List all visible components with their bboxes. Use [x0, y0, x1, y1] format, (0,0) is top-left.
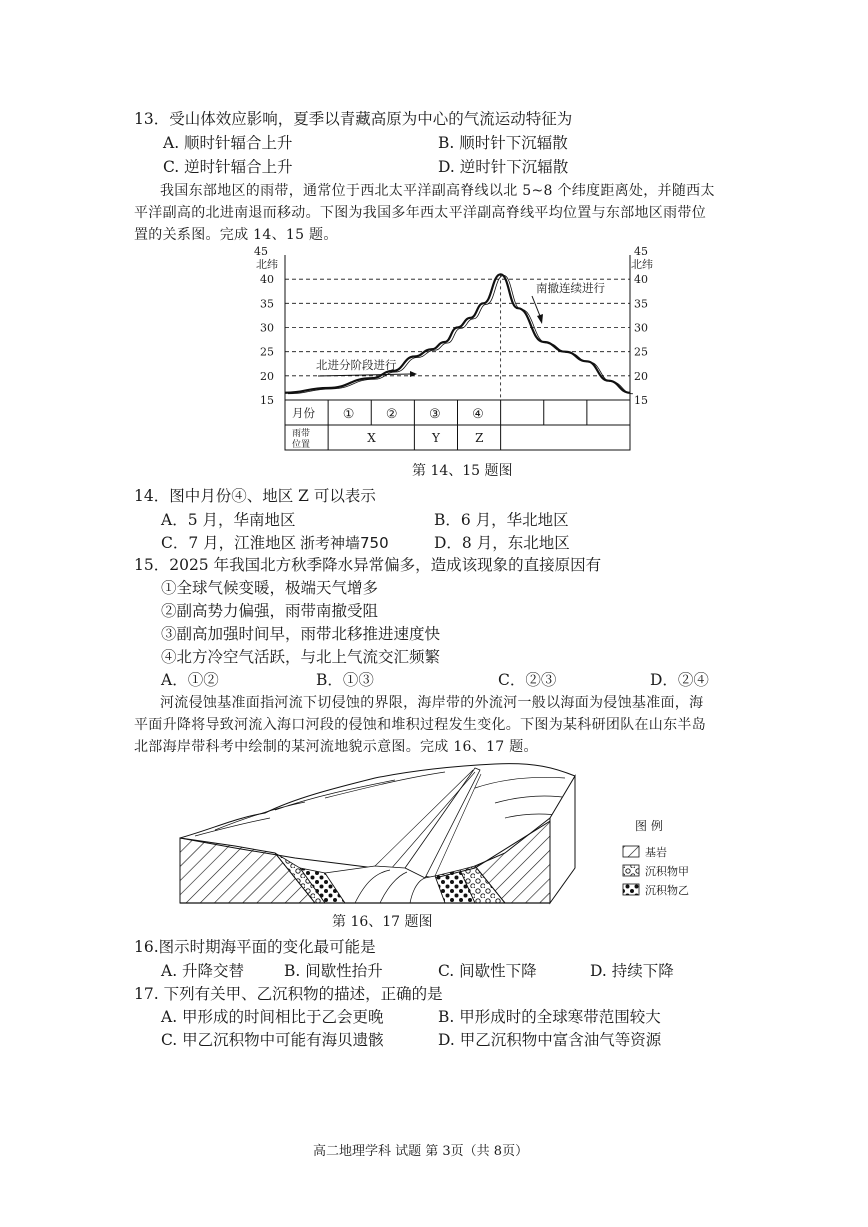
legend-label-sediment-b: 沉积物乙: [645, 884, 689, 897]
q17-option-b: B. 甲形成时的全球寒带范围较大: [438, 1008, 661, 1026]
q15-statement-2: ②副高势力偏强，雨带南撤受阻: [161, 602, 379, 620]
q14-option-c: C．7 月，江淮地区: [161, 534, 297, 552]
q13-stem: 13．受山体效应影响，夏季以青藏高原为中心的气流运动特征为: [134, 110, 573, 128]
q15-statement-1: ①全球气候变暖，极端天气增多: [161, 579, 379, 597]
annotation-north: 北进分阶段进行: [316, 358, 397, 372]
y-tick-label-right: 20: [634, 369, 648, 383]
legend-title: 图 例: [635, 819, 663, 833]
q15-option-d: D．②④: [650, 671, 709, 689]
intro1-line3: 置的关系图。完成 14、15 题。: [134, 227, 338, 243]
intro2-line2: 平面升降将导致河流入海口河段的侵蚀和堆积过程发生变化。下图为某科研团队在山东半岛: [134, 717, 706, 733]
y-tick-label-right: 25: [634, 345, 648, 359]
q15-statement-3: ③副高加强时间早，雨带北移推进速度快: [161, 625, 441, 643]
river-landform-diagram: [175, 758, 705, 918]
legend-label-sediment-a: 沉积物甲: [645, 865, 689, 878]
q14-stem: 14．图中月份④、地区 Z 可以表示: [134, 487, 376, 505]
table-month-cell: ③: [428, 407, 441, 422]
legend-swatch-bedrock: [623, 846, 639, 857]
table-month-label: 月份: [292, 406, 315, 420]
q13-option-d: D. 逆时针下沉辐散: [438, 158, 569, 176]
q16-option-a: A. 升降交替: [161, 962, 245, 980]
q16-option-c: C. 间歇性下降: [438, 962, 537, 980]
q14-option-d: D．8 月，东北地区: [434, 534, 570, 552]
y-tick-label-right: 40: [634, 273, 648, 287]
legend-swatch-sediment-b: [623, 884, 639, 895]
intro2-line3: 北部海岸带科考中绘制的某河流地貌示意图。完成 16、17 题。: [134, 739, 538, 755]
q17-option-a: A. 甲形成的时间相比于乙会更晚: [161, 1008, 384, 1026]
table-month-cell: ②: [385, 407, 398, 422]
q17-option-d: D. 甲乙沉积物中富含油气等资源: [438, 1031, 662, 1049]
table-region-cell: Y: [431, 431, 440, 445]
chart-caption: 第 14、15 题图: [412, 463, 513, 479]
table-region-label-1: 雨带: [292, 429, 311, 439]
y-tick-label-right: 15: [634, 394, 648, 407]
watermark: 浙考神墙750: [300, 534, 389, 552]
ylabel-left: 北纬: [256, 258, 278, 271]
intro2-line1: 河流侵蚀基准面指河流下切侵蚀的界限，海岸带的外流河一般以海面为侵蚀基准面，海: [160, 695, 704, 711]
q16-stem: 16.图示时期海平面的变化最可能是: [134, 938, 376, 956]
intro1-line1: 我国东部地区的雨带，通常位于西北太平洋副高脊线以北 5~8 个纬度距离处，并随西太: [160, 183, 715, 199]
south-arrow-line: [532, 296, 540, 316]
y-tick-label-left: 40: [260, 273, 274, 287]
y-tick-label-left: 30: [260, 321, 274, 335]
y-top-right-label: 45: [634, 245, 648, 258]
legend-label-bedrock: 基岩: [645, 846, 667, 859]
y-tick-label-left: 15: [260, 394, 274, 407]
q14-option-a: A．5 月，华南地区: [161, 511, 296, 529]
q15-statement-4: ④北方冷空气活跃，与北上气流交汇频繁: [161, 648, 441, 666]
table-month-cell: ①: [342, 407, 355, 422]
south-arrow-head: [537, 314, 543, 324]
q15-option-c: C．②③: [498, 671, 557, 689]
q15-option-b: B．①③: [316, 671, 374, 689]
q13-option-a: A. 顺时针辐合上升: [163, 134, 293, 152]
y-tick-label-left: 35: [260, 297, 274, 311]
table-region-label-2: 位置: [292, 440, 311, 450]
q15-stem: 15．2025 年我国北方秋季降水异常偏多，造成该现象的直接原因有: [134, 556, 602, 574]
annotation-south: 南撤连续进行: [536, 281, 605, 295]
q13-option-c: C. 逆时针辐合上升: [163, 158, 293, 176]
intro1-line2: 平洋副高的北进南退而移动。下图为我国多年西太平洋副高脊线平均位置与东部地区雨带位: [134, 205, 706, 221]
q14-option-b: B．6 月，华北地区: [434, 511, 569, 529]
q17-stem: 17. 下列有关甲、乙沉积物的描述，正确的是: [134, 985, 443, 1003]
y-tick-label-left: 20: [260, 369, 274, 383]
table-region-cell: X: [367, 431, 376, 445]
q17-option-c: C. 甲乙沉积物中可能有海贝遗骸: [161, 1031, 384, 1049]
y-top-left-label: 45: [254, 245, 268, 258]
y-tick-label-left: 25: [260, 345, 274, 359]
ylabel-right: 北纬: [631, 258, 653, 271]
q15-option-a: A．①②: [161, 671, 219, 689]
rainband-chart: [250, 244, 670, 454]
page-footer: 高二地理学科 试题 第 3页（共 8页）: [313, 1144, 529, 1159]
y-tick-label-right: 35: [634, 297, 648, 311]
table-month-cell: ④: [472, 407, 484, 422]
q16-option-d: D. 持续下降: [590, 962, 674, 980]
q16-option-b: B. 间歇性抬升: [284, 962, 383, 980]
chart-table: [285, 400, 630, 450]
q13-option-b: B. 顺时针下沉辐散: [438, 134, 568, 152]
figure2-caption: 第 16、17 题图: [332, 914, 433, 930]
table-region-cell: Z: [475, 431, 484, 445]
legend-swatch-sediment-a: [623, 865, 639, 876]
y-tick-label-right: 30: [634, 321, 648, 335]
